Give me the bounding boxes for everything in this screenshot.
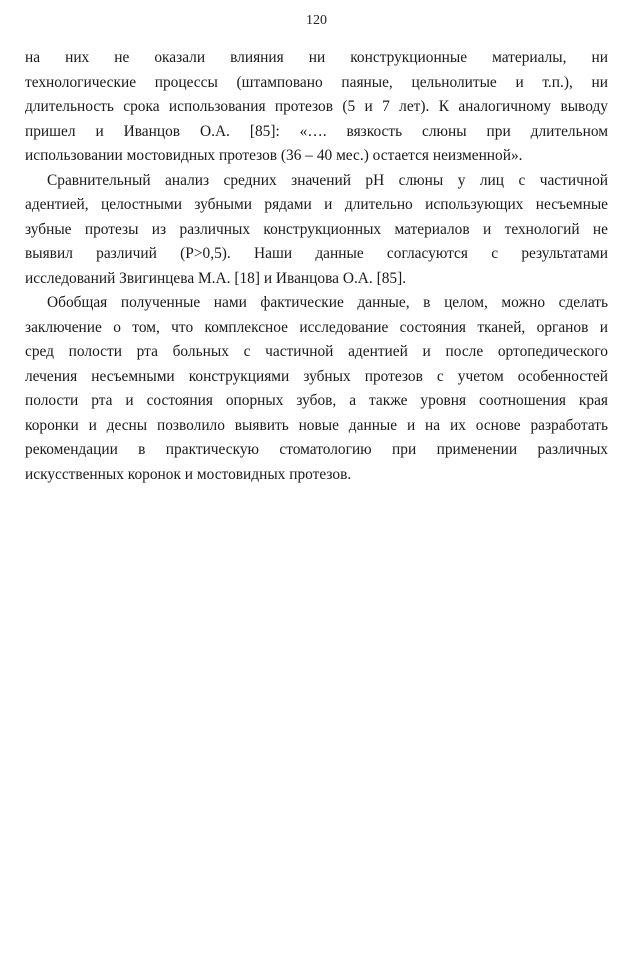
- text-line: Сравнительный анализ средних значений pH слюны у лиц с частичной: [47, 171, 608, 189]
- text-line: Обобщая полученные нами фактические данные, в целом, можно сделать: [47, 294, 608, 311]
- text-line: длительность срока использования протезов (5 и 7 лет). К аналогичному выводу: [25, 98, 608, 115]
- text-line: сред полости рта больных с частичной адентией и после ортопедического: [25, 343, 608, 360]
- text-line: полости рта и состояния опорных зубов, а также уровня соотношения края: [25, 392, 608, 409]
- text-line: рекомендации в практическую стоматологию при применении различных: [25, 441, 608, 458]
- text-line: на них не оказали влияния ни конструкционные материалы, ни: [25, 49, 608, 66]
- paragraph-3: [25, 291, 608, 487]
- page-number: 120: [306, 13, 327, 28]
- text-line: заключение о том, что комплексное исследование состояния тканей, органов и: [25, 318, 608, 336]
- text-line: коронки и десны позволило выявить новые данные и на их основе разработать: [25, 416, 608, 434]
- text-body: [25, 46, 608, 487]
- text-line: использовании мостовидных протезов (36 – 40 мес.) остается неизменной».: [25, 147, 523, 164]
- paragraph-2: [25, 169, 608, 292]
- text-line: выявил различий (P>0,5). Наши данные согласуются с результатами: [25, 245, 608, 262]
- paragraph-1: [25, 46, 608, 169]
- text-line: технологические процессы (штамповано паяные, цельнолитые и т.п.), ни: [25, 73, 608, 91]
- text-line: зубные протезы из различных конструкционных материалов и технологий не: [25, 220, 608, 238]
- text-line: пришел и Иванцов О.А. [85]: «…. вязкость слюны при длительном: [25, 122, 608, 140]
- text-line: лечения несъемными конструкциями зубных протезов с учетом особенностей: [25, 367, 608, 385]
- text-line: искусственных коронок и мостовидных протезов.: [25, 465, 352, 483]
- text-line: адентией, целостными зубными рядами и длительно использующих несъемные: [25, 196, 608, 213]
- text-line: исследований Звигинцева М.А. [18] и Иванцова О.А. [85].: [25, 269, 407, 287]
